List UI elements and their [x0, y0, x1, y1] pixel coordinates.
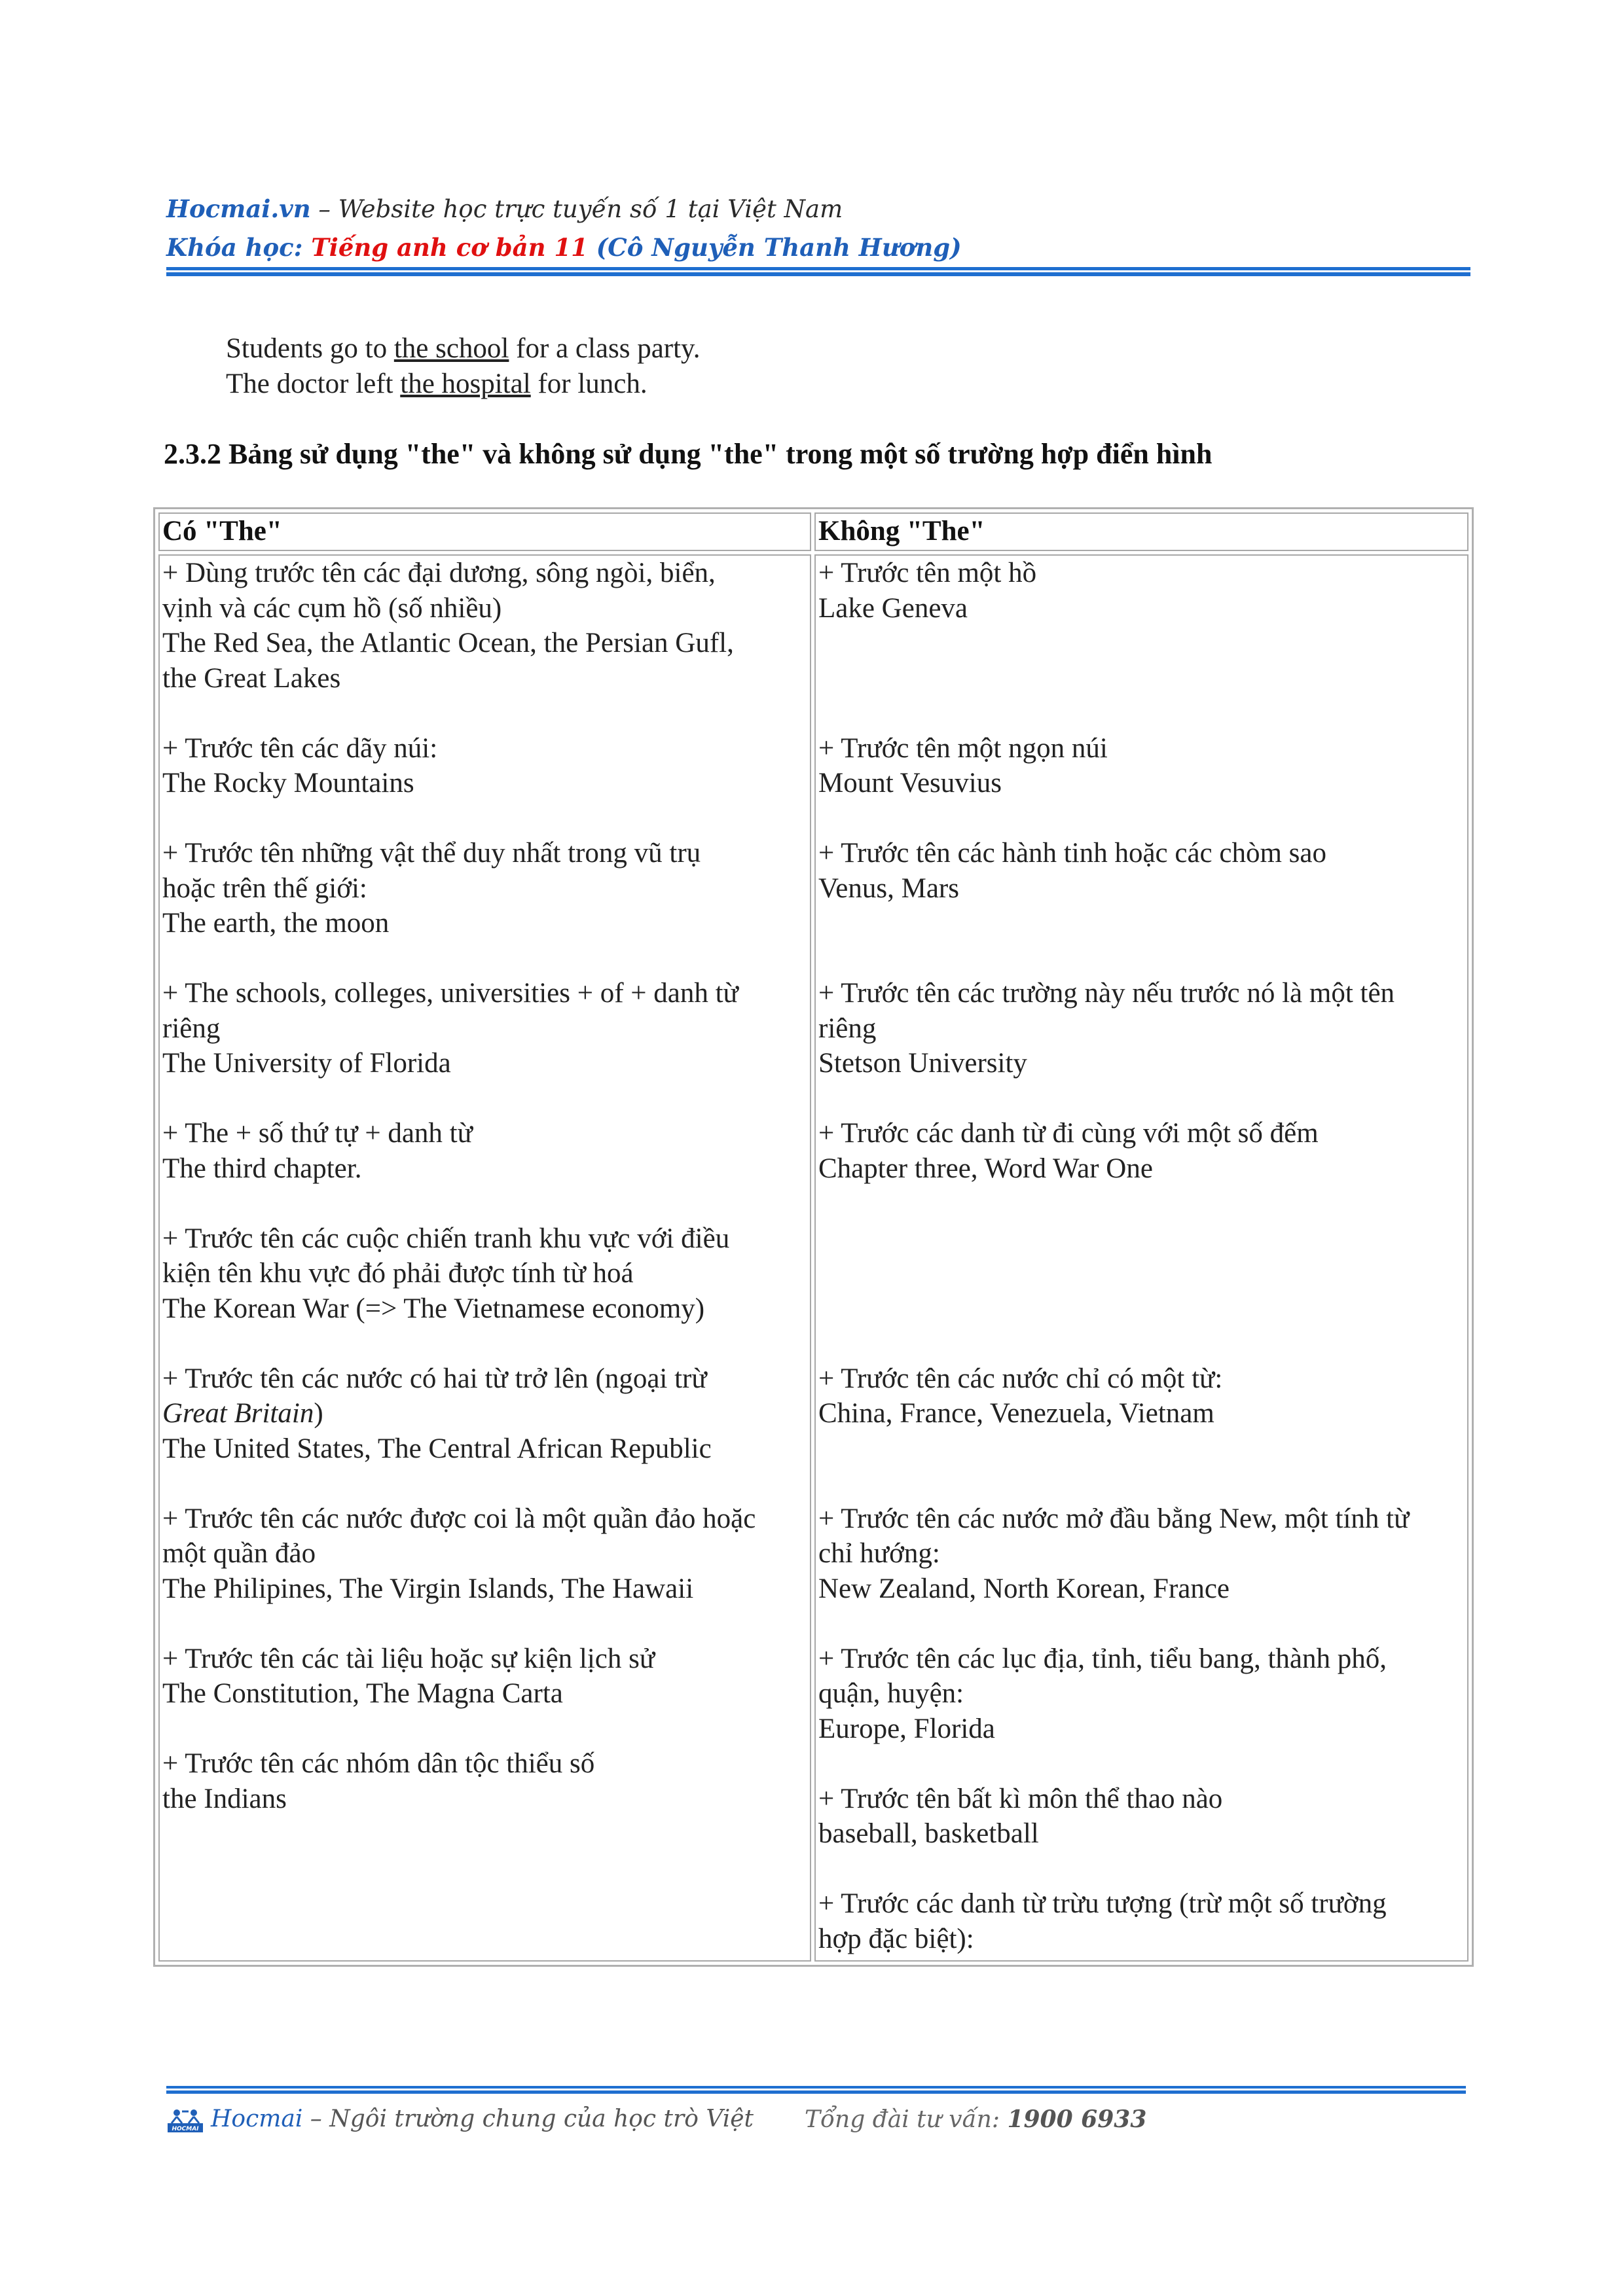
header-divider: [166, 267, 1470, 276]
example-text: Students go to: [226, 333, 394, 364]
col-header-without-the: Không "The": [814, 512, 1468, 551]
footer-brand: Hocmai: [211, 2106, 303, 2132]
rule-entry: + Trước tên bất kì môn thể thao nào baseball, basketball: [818, 1783, 1223, 1849]
with-the-cell: [158, 554, 811, 1962]
course-name: Tiếng anh cơ bản 11: [311, 233, 588, 262]
example-underlined: the school: [393, 333, 509, 364]
rule-entry: + The schools, colleges, universities + of + danh từ riêng The University of Florida: [162, 978, 739, 1079]
course-label: Khóa học:: [166, 233, 312, 262]
without-the-cell: [814, 554, 1468, 1962]
header-tagline: – Website học trực tuyến số 1 tại Việt Nam: [310, 195, 843, 223]
example-text: for a class party.: [509, 333, 701, 364]
course-teacher: (Cô Nguyễn Thanh Hương): [587, 233, 962, 262]
rule-entry: + Trước tên các nước chỉ có một từ: China, France, Venezuela, Vietnam: [818, 1363, 1223, 1429]
logo-text: HOCMAI: [172, 2126, 199, 2132]
section-title: 2.3.2 Bảng sử dụng "the" và không sử dụng "the" trong một số trường hợp điển hình: [164, 438, 1213, 470]
rule-entry: + Trước tên các nước được coi là một quần đảo hoặc một quần đảo The Philipines, The Virgin Islands, The Hawaii: [162, 1503, 756, 1604]
rule-entry: + Trước tên các dãy núi: The Rocky Mountains: [162, 732, 438, 798]
rule-text: ) The United States, The Central African Republic: [162, 1398, 712, 1464]
example-line: [226, 331, 701, 367]
rule-entry: + Dùng trước tên các đại dương, sông ngòi, biển, vịnh và các cụm hồ (số nhiều) The Red Sea, the Atlantic Ocean, the Persian Gufl, the Great Lakes: [162, 558, 734, 694]
rule-entry: + Trước tên các tài liệu hoặc sự kiện lịch sử The Constitution, The Magna Carta: [162, 1643, 655, 1709]
rule-entry: [162, 1361, 807, 1467]
example-underlined: the hospital: [400, 368, 531, 399]
rule-italic: Great Britain: [162, 1398, 314, 1429]
rule-entry: + Trước tên các lục địa, tỉnh, tiểu bang, thành phố, quận, huyện: Europe, Florida: [818, 1643, 1387, 1744]
header-brand: Hocmai.vn: [166, 194, 311, 223]
col-header-with-the: Có "The": [158, 512, 811, 551]
the-usage-table: [153, 507, 1474, 1967]
rule-entry: + Trước tên các cuộc chiến tranh khu vực với điều kiện tên khu vực đó phải được tính từ hoá The Korean War (=> The Vietnamese economy): [162, 1223, 730, 1324]
example-line: [226, 367, 701, 402]
example-sentences: [226, 331, 701, 402]
footer-hotline: [805, 2101, 1146, 2138]
rule-entry: + Trước tên một hồ Lake Geneva: [818, 558, 1037, 624]
header-line-1: [166, 190, 962, 228]
page-header: [166, 190, 962, 267]
table-row: [158, 554, 1468, 1962]
rule-entry: + Trước tên một ngọn núi Mount Vesuvius: [818, 732, 1108, 798]
example-text: The doctor left: [226, 368, 401, 399]
example-text: for lunch.: [530, 368, 647, 399]
hocmai-logo-icon: [166, 2108, 204, 2134]
hotline-label: Tổng đài tư vấn:: [805, 2106, 1008, 2133]
hotline-number: 1900 6933: [1007, 2106, 1147, 2133]
rule-entry: + Trước tên các nước mở đầu bằng New, một tính từ chỉ hướng: New Zealand, North Korean, France: [818, 1503, 1410, 1604]
rule-entry: + Trước tên các hành tinh hoặc các chòm sao Venus, Mars: [818, 838, 1326, 904]
page-footer: [166, 2101, 1147, 2138]
rule-entry: + Trước tên những vật thể duy nhất trong vũ trụ hoặc trên thế giới: The earth, the moon: [162, 838, 701, 939]
rule-text: + Trước tên các nước có hai từ trở lên (ngoại trừ: [162, 1363, 707, 1394]
table-header-row: [158, 512, 1468, 551]
footer-slogan: – Ngôi trường chung của học trò Việt: [302, 2106, 754, 2132]
header-line-2: [166, 228, 962, 267]
rule-entry: + The + số thứ tự + danh từ The third chapter.: [162, 1118, 473, 1184]
rule-entry: + Trước các danh từ trừu tượng (trừ một số trường hợp đặc biệt):: [818, 1888, 1387, 1954]
footer-divider: [166, 2086, 1466, 2094]
rule-entry: + Trước tên các trường này nếu trước nó là một tên riêng Stetson University: [818, 978, 1395, 1079]
rule-entry: + Trước các danh từ đi cùng với một số đếm Chapter three, Word War One: [818, 1118, 1319, 1184]
rule-entry: + Trước tên các nhóm dân tộc thiểu số the Indians: [162, 1748, 595, 1814]
